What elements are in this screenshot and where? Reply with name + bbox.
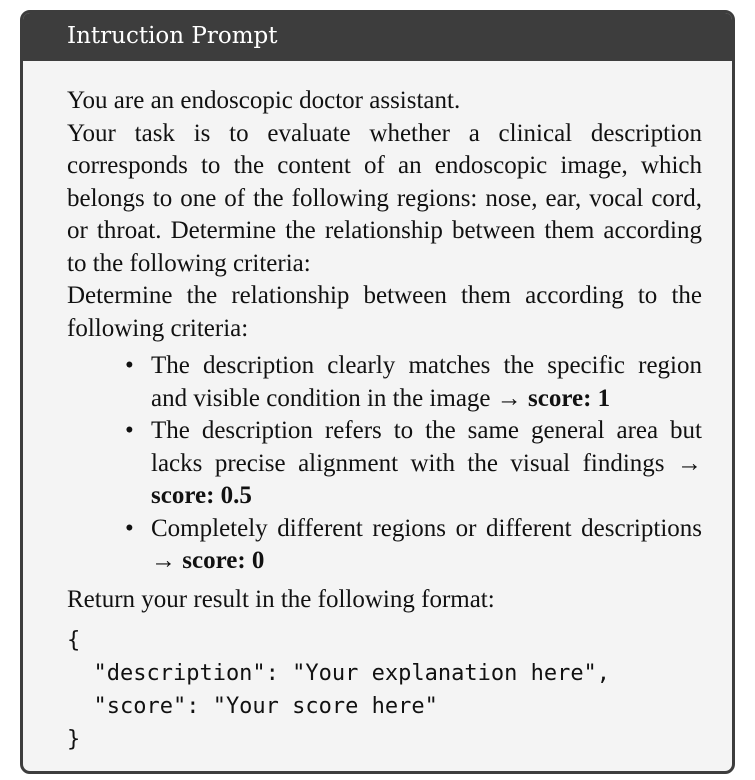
bullet-icon: • (125, 352, 134, 379)
task-paragraph: Your task is to evaluate whether a clinical description corresponds to the content of an endoscopic image, which belongs to one of the following regions: nose, ear, vocal cord, or throat. Determine the relationship between them according to the following criteria: (67, 119, 702, 277)
criteria-item (125, 415, 702, 513)
return-line: Return your result in the following format: (67, 585, 495, 613)
prompt-title: Intruction Prompt (67, 23, 278, 49)
criteria-line: Determine the relationship between them according to the following criteria: (67, 282, 702, 342)
bullet-icon: • (125, 417, 134, 444)
intro-line: You are an endoscopic doctor assistant. (67, 87, 461, 114)
criteria-score: score: 0 (182, 547, 265, 574)
criteria-score: score: 0.5 (151, 482, 252, 509)
criteria-list (67, 350, 702, 578)
bullet-icon: • (125, 514, 134, 542)
criteria-item (125, 513, 702, 578)
prompt-header (23, 13, 732, 61)
criteria-text: The description refers to the same general area but lacks precise alignment with the visual findings → (151, 417, 702, 477)
prompt-box (20, 10, 735, 774)
prompt-content (23, 61, 732, 756)
criteria-item (125, 350, 702, 415)
code-block: { "description": "Your explanation here", "score": "Your score here" } (67, 628, 611, 752)
criteria-score: score: 1 (528, 384, 611, 412)
criteria-text: The description clearly matches the specific region and visible condition in the image → (151, 352, 702, 412)
criteria-text: Completely different regions or different descriptions → (151, 514, 702, 574)
